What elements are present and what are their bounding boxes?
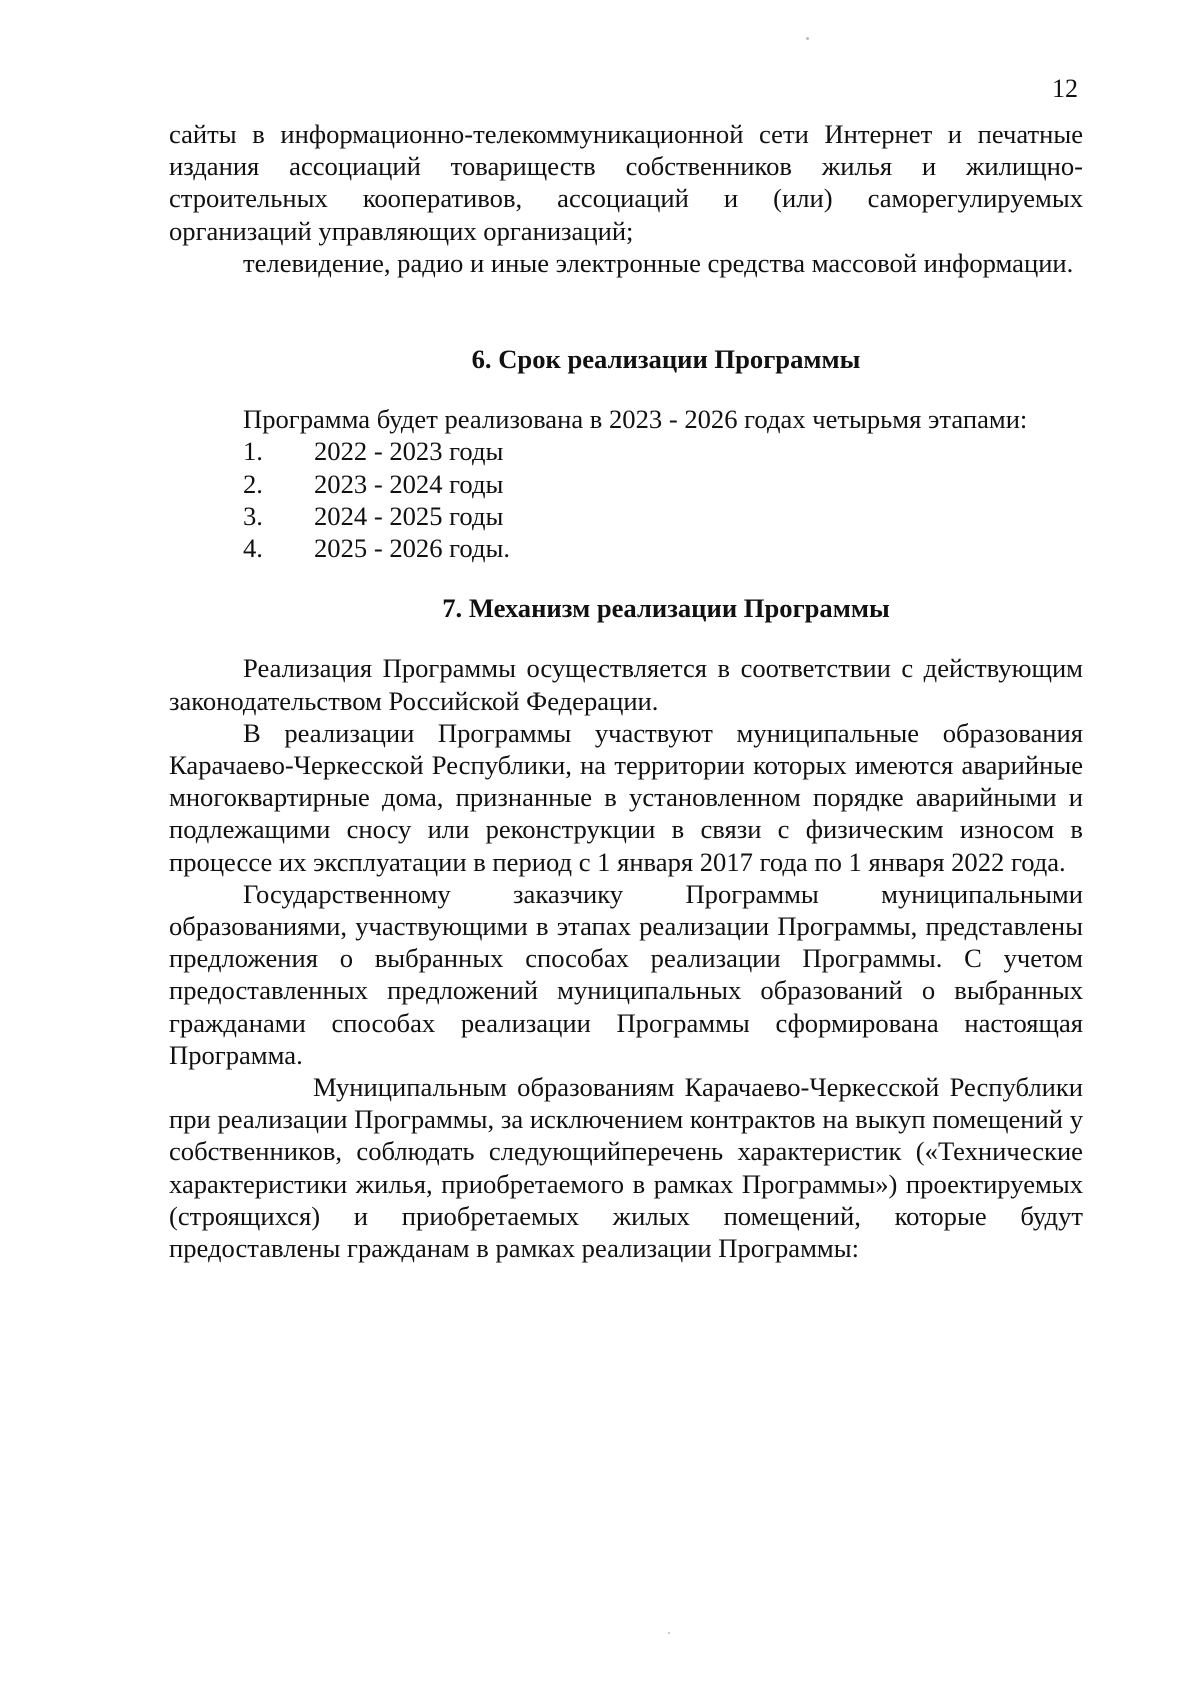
section-7-paragraph-participants: В реализации Программы участвуют муниципальные образования Карачаево-Черкесской Республики, на территории которых имеются аварийные многоквартирные дома, признанные в установленном порядке аварийными и подлежащими сносу или реконструкции в связи с физическим износом в процессе их эксплуатации в период с 1 января 2017 года по 1 января 2022 года. (169, 717, 1083, 877)
stage-item (169, 468, 1083, 500)
stage-list (169, 435, 1083, 564)
scan-speck (806, 37, 809, 40)
stage-number: 3. (243, 500, 263, 531)
stage-number: 4. (243, 533, 263, 564)
page-content (169, 118, 1083, 1264)
intro-paragraph-tv-radio: телевидение, радио и иные электронные средства массовой информации. (243, 247, 1074, 278)
intro-paragraph-sites: сайты в информационно-телекоммуникационной сети Интернет и печатные издания ассоциаций товариществ собственников жилья и жилищно-строительных кооперативов, ассоциаций и (или) саморегулируемых организаций управляющих организаций; (169, 119, 1083, 246)
stage-years: 2024 - 2025 годы (314, 500, 504, 531)
stage-number: 2. (243, 468, 263, 499)
stage-years: 2023 - 2024 годы (314, 468, 504, 499)
section-6-intro: Программа будет реализована в 2023 - 2026 годах четырьмя этапами: (243, 404, 1028, 435)
stage-item (169, 500, 1083, 532)
stage-years: 2025 - 2026 годы. (314, 533, 510, 564)
section-6-heading: 6. Срок реализации Программы (471, 344, 861, 375)
section-7-heading: 7. Механизм реализации Программы (442, 593, 890, 624)
section-7-paragraph-legislation: Реализация Программы осуществляется в соответствии с действующим законодательством Российской Федерации. (169, 653, 1083, 716)
section-7-paragraph-proposals: Государственному заказчику Программы муниципальными образованиями, участвующими в этапах реализации Программы, представлены предложения о выбранных способах реализации Программы. С учетом предоставленных предложений муниципальных образований о выбранных гражданами способах реализации Программы сформирована настоящая Программа. (169, 878, 1083, 1070)
stage-item (169, 532, 1083, 564)
stage-item (169, 435, 1083, 467)
stage-years: 2022 - 2023 годы (314, 436, 504, 467)
stage-number: 1. (243, 436, 263, 467)
scan-speck (668, 1632, 670, 1634)
section-7-paragraph-characteristics: Муниципальным образованиям Карачаево-Черкесской Республики при реализации Программы, за исключением контрактов на выкуп помещений у собственников, соблюдать следующийперечень характеристик («Технические характеристики жилья, приобретаемого в рамках Программы») проектируемых (строящихся) и приобретаемых жилых помещений, которые будут предоставлены гражданам в рамках реализации Программы: (169, 1072, 1083, 1264)
page-number: 12 (1052, 74, 1078, 103)
